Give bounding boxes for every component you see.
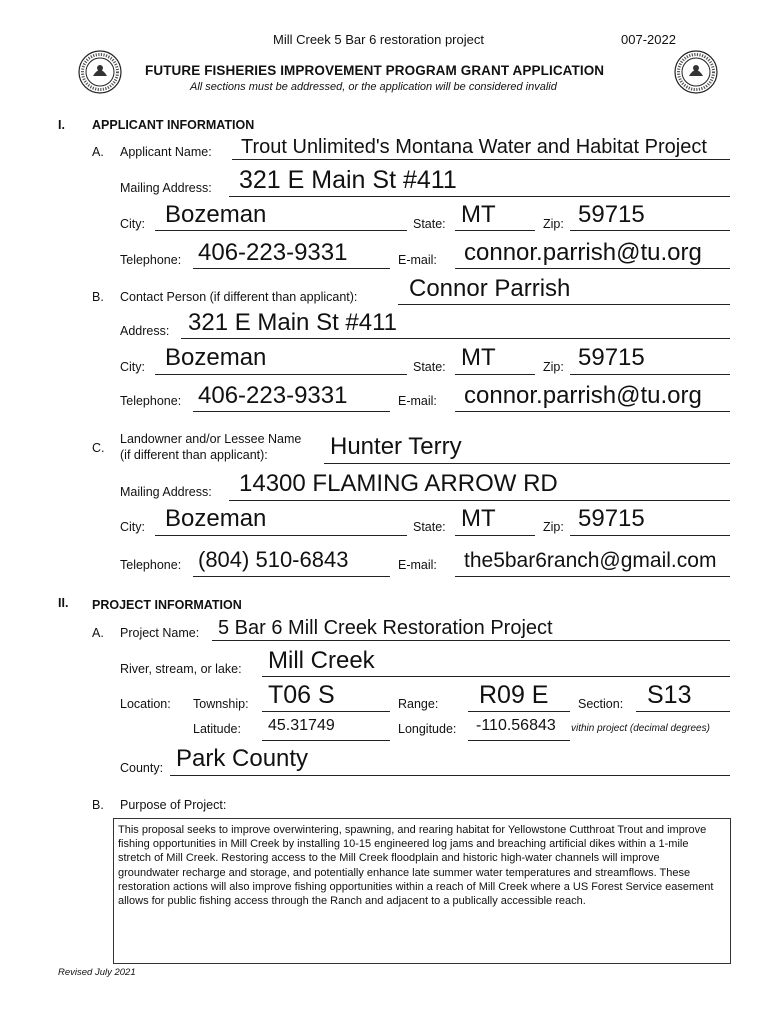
zip-label: Zip: [543,360,564,374]
address-field[interactable]: 321 E Main St #411 [188,309,398,336]
township-label: Township: [193,697,249,711]
application-number: 007-2022 [621,32,676,47]
state-label: State: [413,217,446,231]
longitude-label: Longitude: [398,722,457,736]
location-label: Location: [120,697,171,711]
landowner-label-line1: Landowner and/or Lessee Name [120,432,302,446]
state-field[interactable]: MT [461,505,496,532]
purpose-label: Purpose of Project: [120,798,227,812]
county-label: County: [120,761,164,775]
telephone-label: Telephone: [120,394,182,408]
project-name-label: Project Name: [120,626,200,640]
landowner-field[interactable]: Hunter Terry [330,433,462,460]
city-label: City: [120,520,145,534]
mailing-address-field[interactable]: 14300 FLAMING ARROW RD [239,470,558,497]
item-letter: A. [92,145,104,159]
county-field[interactable]: Park County [176,745,309,772]
revision-note: Revised July 2021 [58,967,136,978]
section-1-numeral: I. [58,118,65,132]
range-label: Range: [398,697,439,711]
state-field[interactable]: MT [461,201,496,228]
agency-seal-icon [674,50,718,94]
river-label: River, stream, or lake: [120,662,242,676]
state-field[interactable]: MT [461,344,496,371]
zip-field[interactable]: 59715 [578,344,645,371]
form-subtitle: All sections must be addressed, or the application will be considered invalid [190,81,557,93]
address-label: Address: [120,324,170,338]
section-field[interactable]: S13 [647,681,692,709]
latitude-label: Latitude: [193,722,241,736]
coordinate-note: vithin project (decimal degrees) [571,723,710,734]
latitude-field[interactable]: 45.31749 [268,717,335,734]
city-label: City: [120,360,145,374]
zip-field[interactable]: 59715 [578,201,645,228]
project-line: Mill Creek 5 Bar 6 restoration project [273,32,484,47]
email-field[interactable]: connor.parrish@tu.org [464,382,702,409]
landowner-label-line2: (if different than applicant): [120,448,268,462]
mailing-address-field[interactable]: 321 E Main St #411 [239,166,457,194]
contact-person-label: Contact Person (if different than applicant): [120,290,358,304]
email-label: E-mail: [398,558,437,572]
applicant-name-label: Applicant Name: [120,145,212,159]
email-field[interactable]: connor.parrish@tu.org [464,239,702,266]
item-letter: B. [92,290,104,304]
email-field[interactable]: the5bar6ranch@gmail.com [464,549,717,572]
item-letter: C. [92,441,105,455]
section-2-heading: PROJECT INFORMATION [92,598,242,612]
item-letter: A. [92,626,104,640]
mailing-address-label: Mailing Address: [120,485,212,499]
telephone-field[interactable]: 406-223-9331 [198,239,348,266]
city-field[interactable]: Bozeman [165,201,267,228]
city-label: City: [120,217,145,231]
telephone-field[interactable]: 406-223-9331 [198,382,348,409]
zip-field[interactable]: 59715 [578,505,645,532]
contact-person-field[interactable]: Connor Parrish [409,275,571,302]
telephone-field[interactable]: (804) 510-6843 [198,547,349,572]
section-2-numeral: II. [58,596,69,610]
section-1-heading: APPLICANT INFORMATION [92,118,255,132]
city-field[interactable]: Bozeman [165,344,267,371]
telephone-label: Telephone: [120,253,182,267]
zip-label: Zip: [543,217,564,231]
township-field[interactable]: T06 S [268,681,335,709]
email-label: E-mail: [398,394,437,408]
purpose-text[interactable]: This proposal seeks to improve overwintering, spawning, and rearing habitat for Yellowstone Cutthroat Trout and improve fishing opportunities in Mill Creek by installing 10-15 engineered log jams and breaching artificial dikes within a 1-mile stretch of Mill Creek. Restoring access to the Mill Creek floodplain and historic high-water channels will improve groundwater recharge and storage, and potentially enhance late summer water temperatures and streamflows. These restoration actions will also improve fishing opportunities within a reach of Mill Creek where a US Forest Service easement allows for public fishing access through the Ranch and adjacent to a publically accessible reach. [118,824,714,908]
mailing-address-label: Mailing Address: [120,181,212,195]
form-title: FUTURE FISHERIES IMPROVEMENT PROGRAM GRANT APPLICATION [145,63,605,78]
river-field[interactable]: Mill Creek [268,647,375,674]
longitude-field[interactable]: -110.56843 [476,717,556,734]
telephone-label: Telephone: [120,558,182,572]
zip-label: Zip: [543,520,564,534]
agency-seal-icon [78,50,122,94]
range-field[interactable]: R09 E [479,681,549,709]
city-field[interactable]: Bozeman [165,505,267,532]
section-label: Section: [578,697,624,711]
applicant-name-field[interactable]: Trout Unlimited's Montana Water and Habitat Project [241,136,707,158]
state-label: State: [413,520,446,534]
email-label: E-mail: [398,253,437,267]
item-letter: B. [92,798,104,812]
state-label: State: [413,360,446,374]
project-name-field[interactable]: 5 Bar 6 Mill Creek Restoration Project [218,617,553,639]
